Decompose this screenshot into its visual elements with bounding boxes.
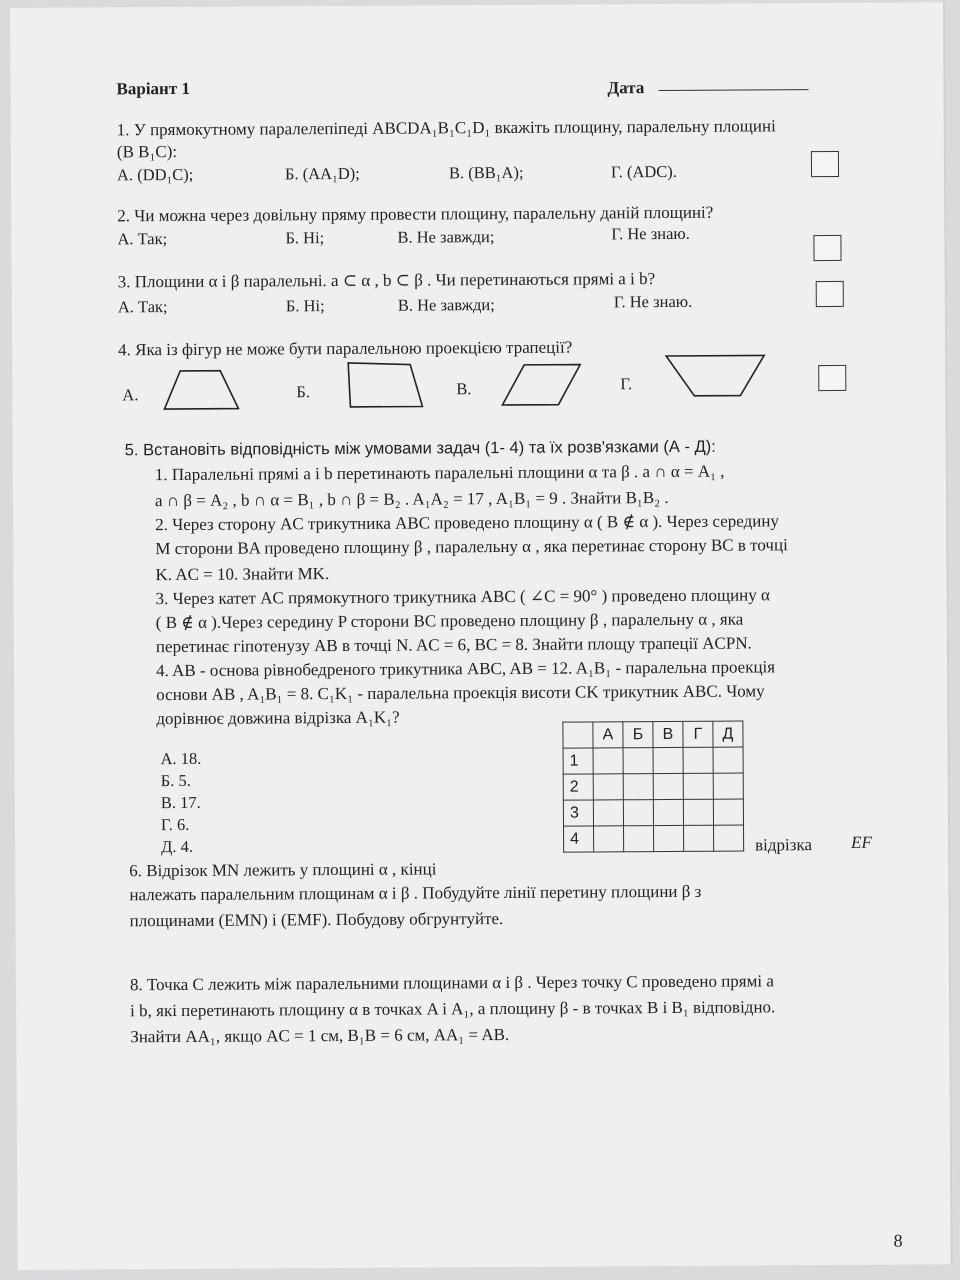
q1-option-d: Г. (ADC). <box>610 161 677 182</box>
grid-cell[interactable] <box>683 799 713 825</box>
grid-cell[interactable] <box>623 800 653 826</box>
parallelogram-shape-c <box>500 360 584 409</box>
q4-option-d: Г. <box>620 374 633 394</box>
grid-cell[interactable] <box>713 773 743 799</box>
grid-cell[interactable] <box>683 773 713 799</box>
grid-cell[interactable] <box>713 747 743 773</box>
q5-task1-line1: 1. Паралельні прямі a і b перетинають паралельні площини α та β . a ∩ α = A₁ , <box>154 461 725 485</box>
q2-answer-box[interactable] <box>813 235 841 261</box>
grid-row-2: 2 <box>563 774 593 800</box>
grid-cell[interactable] <box>593 800 623 826</box>
q5-task2-line3: K. AC = 10. Знайти MK. <box>155 564 330 585</box>
grid-row-1: 1 <box>563 748 593 774</box>
q6-line2: належать паралельним площинам α і β . Побудуйте лінії перетину площини β з <box>129 881 702 905</box>
q3-option-b: Б. Ні; <box>285 296 325 316</box>
grid-cell[interactable] <box>593 774 623 800</box>
q6-line1a: 6. Відрізок MN лежить у площині α , кінці <box>129 859 437 881</box>
grid-cell[interactable] <box>684 825 714 851</box>
q4-option-a: А. <box>122 385 139 405</box>
q4-option-b: Б. <box>296 382 311 402</box>
q5-answer-c: В. 17. <box>160 792 201 813</box>
q1-answer-box[interactable] <box>811 151 839 177</box>
q8-line2: і b, які перетинають площину α в точках A і A₁, а площину β - в точках B і B₁ відповідно. <box>130 997 776 1021</box>
q3-text: 3. Площини α і β паралельні. a ⊂ α , b ⊂ β . Чи перетинаються прямі a і b? <box>117 269 656 292</box>
q5-task2-line1: 2. Через сторону AC трикутника ABC проведено площину α ( B ∉ α ). Через середину <box>155 511 779 535</box>
grid-col-d: Г <box>683 721 713 747</box>
q1-option-b: Б. (AA₁D); <box>284 163 360 184</box>
q5-answer-grid <box>562 721 744 853</box>
q4-answer-box[interactable] <box>818 365 846 391</box>
q5-task2-line2: M сторони BA проведено площину β , паралельну α , яка перетинає сторону BC в точці <box>155 535 788 559</box>
q5-answer-a: А. 18. <box>160 748 202 769</box>
grid-cell[interactable] <box>653 747 683 773</box>
grid-cell[interactable] <box>683 747 713 773</box>
q3-answer-box[interactable] <box>816 281 844 307</box>
q5-task3-line3: перетинає гіпотенузу AB в точці N. AC = 6, BC = 8. Знайти площу трапеції ACPN. <box>155 633 752 657</box>
grid-corner <box>563 722 593 748</box>
q3-option-c: В. Не завжди; <box>397 295 495 315</box>
grid-cell[interactable] <box>653 799 683 825</box>
q5-answer-d: Г. 6. <box>160 814 190 835</box>
grid-row-4: 4 <box>564 826 594 852</box>
q1-option-c: В. (BB₁A); <box>448 162 524 183</box>
quadrilateral-shape-b <box>346 359 426 411</box>
grid-col-e: Д <box>713 721 743 747</box>
q1-text-line1: 1. У прямокутному паралелепіпеді ABCDA₁B₁C₁D₁ вкажіть площину, паралельну площині <box>116 116 776 140</box>
q6-line1c: EF <box>851 832 872 852</box>
trapezoid-shape-a <box>162 367 242 413</box>
grid-cell[interactable] <box>653 773 683 799</box>
q2-option-a: А. Так; <box>117 229 168 249</box>
q2-option-d: Г. Не знаю. <box>611 223 690 244</box>
grid-cell[interactable] <box>714 825 744 851</box>
page-number: 8 <box>893 1230 903 1251</box>
q2-option-c: В. Не завжди; <box>397 227 495 247</box>
q5-task1-line2: a ∩ β = A₂ , b ∩ α = B₁ , b ∩ β = B₂ . A₁A₂ = 17 , A₁B₁ = 9 . Знайти B₁B₂ . <box>154 487 669 511</box>
q5-answer-b: Б. 5. <box>160 770 191 791</box>
worksheet-page <box>10 2 953 1270</box>
q5-task4-line2: основи AB , A₁B₁ = 8. C₁K₁ - паралельна проекція висоти CK трикутник ABC. Чому <box>156 681 765 705</box>
grid-col-a: А <box>593 722 623 748</box>
q3-option-d: Г. Не знаю. <box>613 291 693 312</box>
q5-task3-line1: 3. Через катет AC прямокутного трикутника ABC ( ∠C = 90° ) проведено площину α <box>155 585 770 609</box>
grid-col-c: В <box>653 721 683 747</box>
grid-cell[interactable] <box>654 825 684 851</box>
q8-line1: 8. Точка C лежить між паралельними площинами α і β . Через точку C проведено прямі a <box>129 971 774 995</box>
q5-title: 5. Встановіть відповідність між умовами задач (1- 4) та їх розв'язками (А - Д): <box>124 437 716 460</box>
grid-cell[interactable] <box>594 826 624 852</box>
q6-line3: площинами (EMN) і (EMF). Побудову обгрунтуйте. <box>129 909 504 931</box>
q5-answer-e: Д. 4. <box>161 836 194 857</box>
date-line <box>659 89 809 91</box>
grid-cell[interactable] <box>713 799 743 825</box>
q4-option-c: В. <box>456 379 472 399</box>
q1-text-line2: (B B₁C): <box>116 141 178 162</box>
q1-option-a: А. (DD₁C); <box>116 164 194 185</box>
q5-task4-line3: дорівнює довжина відрізка A₁K₁? <box>156 707 400 729</box>
grid-cell[interactable] <box>623 774 653 800</box>
inverted-trapezoid-shape-d <box>664 351 770 400</box>
q6-line1b: відрізка <box>755 835 813 855</box>
q5-task4-line1: 4. AB - основа рівнобедреного трикутника ABC, AB = 12. A₁B₁ - паралельна проекція <box>155 657 776 681</box>
grid-col-b: Б <box>623 722 653 748</box>
grid-cell[interactable] <box>623 748 653 774</box>
variant-title: Варіант 1 <box>116 78 190 99</box>
date-label: Дата <box>607 78 645 98</box>
grid-cell[interactable] <box>624 826 654 852</box>
q3-option-a: А. Так; <box>117 297 168 317</box>
grid-row-3: 3 <box>563 800 593 826</box>
q5-task3-line2: ( B ∉ α ).Через середину P сторони BC проведено площину β , паралельну α , яка <box>155 609 744 633</box>
q2-option-b: Б. Ні; <box>285 228 325 248</box>
q4-text: 4. Яка із фігур не може бути паралельною проекцією трапеції? <box>118 337 573 360</box>
grid-cell[interactable] <box>593 748 623 774</box>
q8-line3: Знайти AA₁, якщо AC = 1 см, B₁B = 6 см, AA₁ = AB. <box>130 1024 510 1047</box>
q2-text: 2. Чи можна через довільну пряму провести площину, паралельну даній площині? <box>117 202 714 226</box>
